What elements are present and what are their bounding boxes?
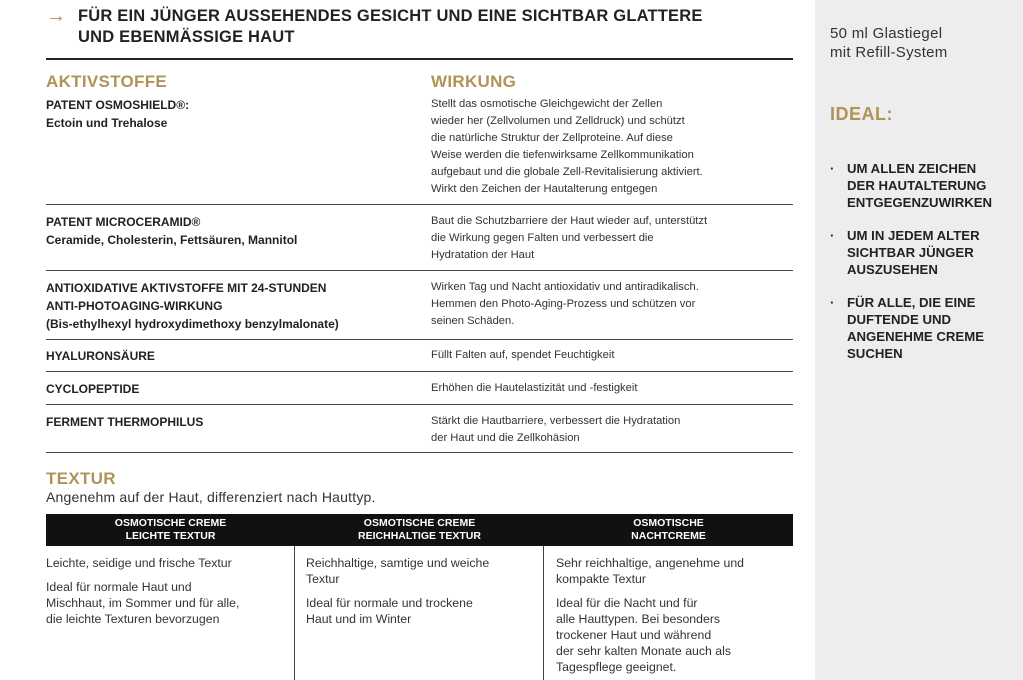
divider	[46, 58, 793, 60]
ideal-list-item: · UM ALLEN ZEICHEN DER HAUTALTERUNG ENTGEGENZUWIRKEN	[830, 161, 993, 210]
row-divider	[46, 204, 793, 205]
texture-description: Sehr reichhaltige, angenehme und kompakte Textur	[556, 556, 745, 586]
texture-table-header	[46, 514, 793, 546]
texture-column-night	[543, 546, 793, 680]
texture-description: Leichte, seidige und frische Textur	[46, 556, 232, 570]
ideal-title: IDEAL:	[830, 104, 893, 124]
texture-subtitle: Angenehm auf der Haut, differenziert nach Hauttyp.	[46, 489, 376, 505]
ingredient-effect: Baut die Schutzbarriere der Haut wieder auf, unterstützt die Wirkung gegen Falten und verbessert die Hydratation der Haut	[431, 215, 708, 261]
texture-header-rich: OSMOTISCHE CREME REICHHALTIGE TEXTUR	[358, 517, 481, 542]
headline-line-1: FÜR EIN JÜNGER AUSSEHENDES GESICHT UND EINE SICHTBAR GLATTERE	[78, 7, 703, 25]
ingredient-effect: Stärkt die Hautbarriere, verbessert die Hydratation der Haut und die Zellkohäsion	[431, 415, 681, 444]
column-header-aktivstoffe: AKTIVSTOFFE	[46, 72, 168, 91]
ideal-list-item: · FÜR ALLE, DIE EINE DUFTENDE UND ANGENEHME CREME SUCHEN	[830, 295, 985, 361]
ingredient-effect: Stellt das osmotische Gleichgewicht der Zellen wieder her (Zellvolumen und Zelldruck) und schützt die natürliche Struktur der Zellproteine. Auf diese Weise werden die tiefenwirksame Zellkommunikation aufgebaut und die globale Zell-Revitalisierung aktiviert. Wirkt den Zeichen der Hautalterung entgegen	[431, 98, 703, 195]
ingredient-effect: Erhöhen die Hautelastizität und -festigkeit	[431, 382, 638, 394]
texture-header-light: OSMOTISCHE CREME LEICHTE TEXTUR	[114, 517, 227, 542]
ingredient-name: ANTIOXIDATIVE AKTIVSTOFFE MIT 24-STUNDEN ANTI-PHOTOAGING-WIRKUNG (Bis-ethylhexyl hydroxydimethoxy benzylmalonate)	[46, 281, 339, 331]
texture-column-light	[46, 546, 294, 680]
ingredient-name: FERMENT THERMOPHILUS	[46, 415, 204, 429]
packaging-info: 50 ml Glastiegel mit Refill-System	[830, 25, 948, 61]
texture-ideal-for: Ideal für normale und trockene Haut und im Winter	[306, 596, 473, 626]
row-divider	[46, 270, 793, 271]
ingredient-name: PATENT MICROCERAMID® Ceramide, Cholesterin, Fettsäuren, Mannitol	[46, 215, 298, 247]
headline	[46, 6, 806, 48]
texture-ideal-for: Ideal für normale Haut und Mischhaut, im Sommer und für alle, die leichte Texturen bevorzugen	[46, 580, 240, 626]
ingredient-effect: Füllt Falten auf, spendet Feuchtigkeit	[431, 349, 615, 361]
texture-title: TEXTUR	[46, 469, 116, 488]
texture-ideal-for: Ideal für die Nacht und für alle Hauttypen. Bei besonders trockener Haut und während der sehr kalten Monate auch als Tagespflege geeignet.	[556, 596, 731, 674]
ingredient-name: PATENT OSMOSHIELD®: Ectoin und Trehalose	[46, 98, 190, 130]
ingredient-effect: Wirken Tag und Nacht antioxidativ und antiradikalisch. Hemmen den Photo-Aging-Prozess und schützen vor seinen Schäden.	[431, 281, 699, 327]
headline-line-2: UND EBENMÄSSIGE HAUT	[78, 28, 295, 46]
bullet-icon: ·	[830, 228, 835, 243]
column-header-wirkung: WIRKUNG	[431, 72, 517, 91]
texture-header-night: OSMOTISCHE NACHTCREME	[631, 517, 706, 542]
texture-column-rich	[294, 546, 543, 680]
ideal-list-item: · UM IN JEDEM ALTER SICHTBAR JÜNGER AUSZUSEHEN	[830, 228, 980, 277]
row-divider	[46, 339, 793, 340]
ingredient-name: CYCLOPEPTIDE	[46, 382, 140, 396]
bullet-icon: ·	[830, 161, 835, 176]
row-divider	[46, 404, 793, 405]
row-divider	[46, 452, 793, 453]
texture-description: Reichhaltige, samtige und weiche Textur	[306, 556, 490, 586]
bullet-icon: ·	[830, 295, 835, 310]
arrow-right-icon: →	[46, 5, 66, 27]
ideal-list	[830, 160, 1023, 378]
ingredient-name: HYALURONSÄURE	[46, 349, 155, 363]
row-divider	[46, 371, 793, 372]
